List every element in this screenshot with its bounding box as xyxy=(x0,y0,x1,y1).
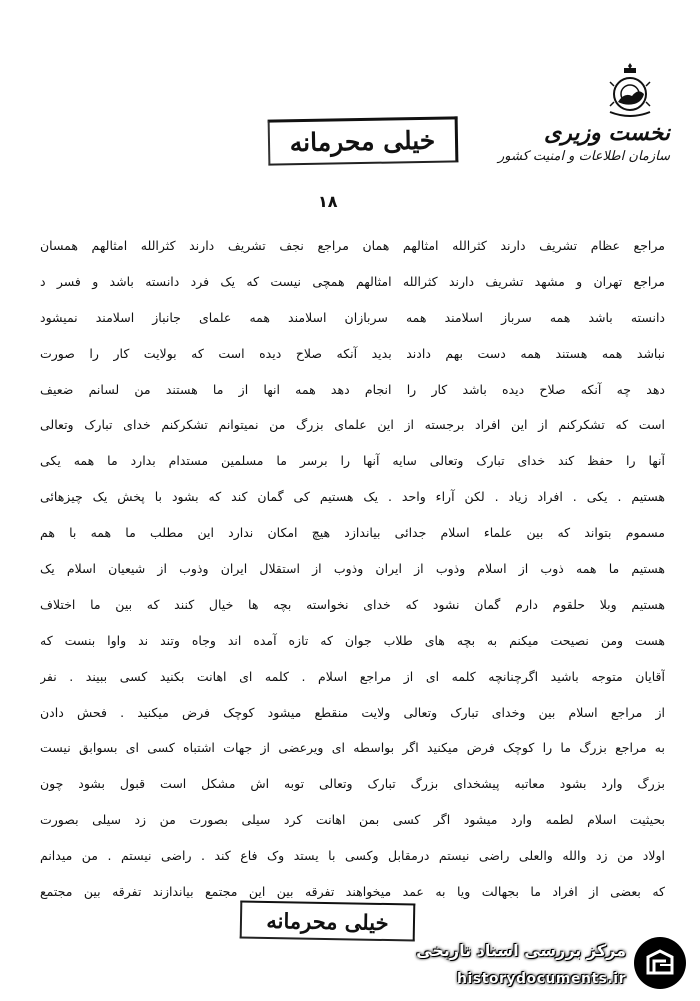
body-text-line: مراجع تهران و مشهد تشریف دارند کثرالله امثالهم همچی نیست که یک فرد دانسته باشد و فسر د xyxy=(40,273,665,289)
body-text-line: هستیم . یکی . افراد زیاد . لکن آراء واحد . یک هستیم کی گمان کند که بشود با پخش یک چیزهائی xyxy=(40,489,665,505)
watermark-title: مرکز بررسی اسناد تاریخی xyxy=(416,941,626,960)
body-text-line: بحیثیت اسلام لطمه وارد میشود اگر کسی بمن اهانت کرد سیلی بصورت من زد سیلی بصورت xyxy=(40,812,665,828)
body-text-line: دانسته باشد همه سرباز اسلامند همه سربازان اسلامند همه علمای جانباز اسلامند نمیشود xyxy=(40,309,665,325)
body-text-line: است که تشکرکنم از این افراد برجسته از این علمای بزرگ من نمیتوانم تشکرکنم خدای تبارک وتعالی xyxy=(40,417,665,433)
body-text-line: که بعضی از افراد ما بجهالت ویا به عمد میخواهند تفرقه بین این مجتمع بیاندازند تفرقه بین مجتمع xyxy=(40,884,665,900)
archive-logo-icon xyxy=(634,937,686,989)
organization-header xyxy=(460,120,670,168)
organization-title: نخست وزیری xyxy=(544,120,670,146)
document-body-text xyxy=(40,228,665,910)
classification-stamp-top xyxy=(268,116,459,165)
archive-watermark xyxy=(400,929,700,1001)
body-text-line: به مراجع بزرگ ما را کوچک فرض میکنید اگر بواسطه ای ویرعضی از جهات اشتباه کسی ای بسوابق نیست xyxy=(40,740,665,756)
body-text-line: اولاد من زد والله والعلی راضی نیستم درمقابل وکسی با یستد وک فاع کند . راضی نیستم . من میدانم xyxy=(40,848,665,864)
classification-stamp-bottom xyxy=(240,900,416,941)
body-text-line: آنها را حفظ کند خدای تبارک وتعالی سایه آنها را برسر ما مسلمین مستدام بدارد ما همه یکی xyxy=(40,453,665,469)
body-text-line: هست ومن نصیحت میکنم به بچه های طلاب جوان که تازه آمده اند وجاه وتند ند واوا بنست که xyxy=(40,632,665,648)
body-text-line: مراجع عظام تشریف دارند کثرالله امثالهم همان مراجع نجف تشریف دارند کثرالله امثالهم همسان xyxy=(40,238,665,253)
organization-subtitle: سازمان اطلاعات و امنیت کشور xyxy=(497,149,670,164)
classification-label-bottom: خیلی محرمانه xyxy=(266,907,389,935)
lion-and-sun-emblem-icon xyxy=(600,62,660,122)
page-number: ۱۸ xyxy=(318,192,338,211)
classification-label-top: خیلی محرمانه xyxy=(289,125,436,158)
body-text-line: از مراجع اسلام بین وخدای تبارک وتعالی ولایت منقطع میشود کوچک فرض میکنید . فحش دادن xyxy=(40,704,665,720)
body-text-line: دهد چه آنکه صلاح دیده باشد کار را انجام دهد همه انها از ما هستند من لسانم ضعیف xyxy=(40,381,665,397)
body-text-line: مسموم بتواند که بین علماء اسلام جدائی بیاندازد هیچ امکان ندارد این مطلب ما همه با هم xyxy=(40,525,665,541)
body-text-line: هستیم ما همه ذوب از اسلام وذوب از ایران وذوب از استقلال ایران وذوب از شیعیان اسلام یک xyxy=(40,561,665,577)
body-text-line: بزرگ وارد بشود معاتبه پیشخدای بزرگ تبارک وتعالی توبه اش مشکل است قبول بشود چون xyxy=(40,776,665,792)
body-text-line: آقایان متوجه باشید اگرچنانچه کلمه ای از مراجع اسلام . کلمه ای اهانت بکنید کسی ببیند . نفر xyxy=(40,668,665,684)
body-text-line: نباشد همه هستند همه دست بهم دادند بدید آنکه صلاح دیده است که بولایت کار را صورت xyxy=(40,345,665,361)
body-text-line: هستیم وبلا حلقوم دارم گمان نشود که خدای نخواسته بچه ها خیال کنند که بین ما اختلاف xyxy=(40,596,665,612)
watermark-url: historydocuments.ir xyxy=(457,971,626,987)
